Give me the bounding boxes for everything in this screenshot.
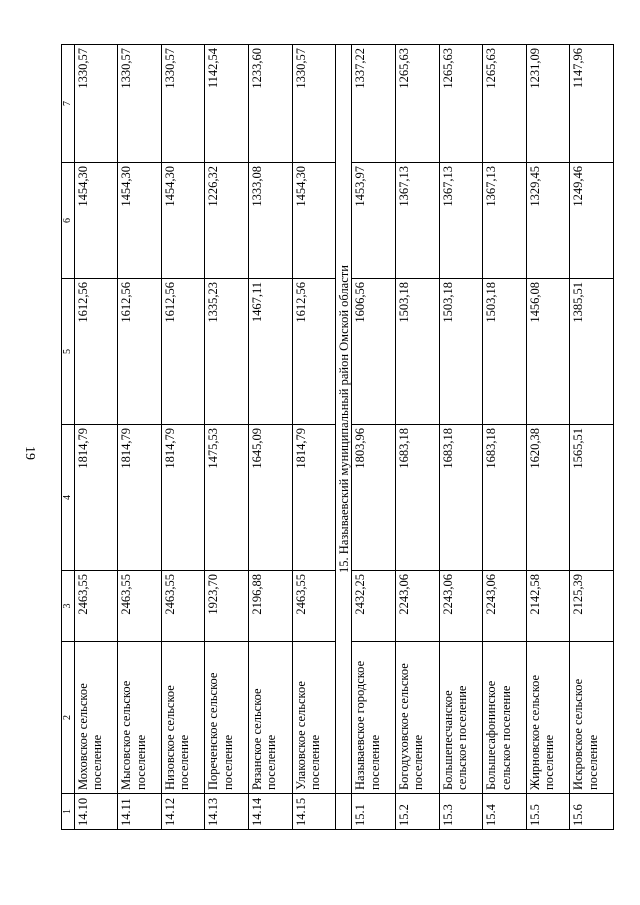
value-col6: 1454,30 bbox=[118, 163, 162, 279]
value-col3: 2463,55 bbox=[118, 571, 162, 642]
tariff-table bbox=[61, 44, 614, 830]
row-code: 15.5 bbox=[526, 794, 570, 830]
value-col5: 1503,18 bbox=[483, 279, 527, 425]
row-name: Мысовское сельское поселение bbox=[118, 642, 162, 794]
value-col5: 1606,56 bbox=[352, 279, 396, 425]
row-name: Богодуховское сельское поселение bbox=[395, 642, 439, 794]
value-col4: 1475,53 bbox=[205, 425, 249, 571]
row-name: Низовское сельское поселение bbox=[161, 642, 205, 794]
header-cell: 1 bbox=[62, 794, 75, 830]
row-code: 14.11 bbox=[118, 794, 162, 830]
value-col4: 1683,18 bbox=[483, 425, 527, 571]
section-title: 15. Называевский муниципальный район Омской области bbox=[336, 45, 352, 794]
table-row bbox=[483, 45, 527, 830]
table-row bbox=[292, 45, 336, 830]
value-col6: 1367,13 bbox=[483, 163, 527, 279]
header-cell: 5 bbox=[62, 279, 75, 425]
value-col3: 2463,55 bbox=[292, 571, 336, 642]
value-col5: 1612,56 bbox=[118, 279, 162, 425]
value-col6: 1453,97 bbox=[352, 163, 396, 279]
row-name: Рязанское сельское поселение bbox=[249, 642, 293, 794]
row-code: 14.13 bbox=[205, 794, 249, 830]
header-cell: 7 bbox=[62, 45, 75, 163]
section-row bbox=[336, 45, 352, 830]
value-col5: 1503,18 bbox=[439, 279, 483, 425]
row-name: Называевское городское поселение bbox=[352, 642, 396, 794]
value-col3: 2463,55 bbox=[74, 571, 118, 642]
value-col6: 1226,32 bbox=[205, 163, 249, 279]
table-row bbox=[352, 45, 396, 830]
row-code: 15.3 bbox=[439, 794, 483, 830]
row-name: Пореченское сельское поселение bbox=[205, 642, 249, 794]
section-spacer bbox=[336, 794, 352, 830]
row-name: Большепесчанское сельское поселение bbox=[439, 642, 483, 794]
row-code: 15.2 bbox=[395, 794, 439, 830]
value-col4: 1814,79 bbox=[292, 425, 336, 571]
value-col4: 1620,38 bbox=[526, 425, 570, 571]
value-col6: 1454,30 bbox=[74, 163, 118, 279]
row-code: 15.1 bbox=[352, 794, 396, 830]
value-col5: 1456,08 bbox=[526, 279, 570, 425]
header-row bbox=[62, 45, 75, 830]
row-code: 14.10 bbox=[74, 794, 118, 830]
value-col7: 1233,60 bbox=[249, 45, 293, 163]
value-col6: 1454,30 bbox=[292, 163, 336, 279]
value-col5: 1503,18 bbox=[395, 279, 439, 425]
page-number: 19 bbox=[22, 446, 37, 460]
table-row bbox=[205, 45, 249, 830]
header-cell: 3 bbox=[62, 571, 75, 642]
table-row bbox=[526, 45, 570, 830]
row-code: 14.14 bbox=[249, 794, 293, 830]
value-col5: 1612,56 bbox=[292, 279, 336, 425]
value-col3: 2125,39 bbox=[570, 571, 614, 642]
value-col7: 1265,63 bbox=[483, 45, 527, 163]
value-col3: 2243,06 bbox=[395, 571, 439, 642]
rotated-table-container bbox=[61, 45, 614, 830]
table-row bbox=[439, 45, 483, 830]
value-col3: 2196,88 bbox=[249, 571, 293, 642]
row-code: 14.12 bbox=[161, 794, 205, 830]
value-col5: 1612,56 bbox=[74, 279, 118, 425]
row-code: 14.15 bbox=[292, 794, 336, 830]
value-col4: 1814,79 bbox=[74, 425, 118, 571]
row-name: Искровское сельское поселение bbox=[570, 642, 614, 794]
value-col7: 1330,57 bbox=[74, 45, 118, 163]
value-col7: 1337,22 bbox=[352, 45, 396, 163]
header-cell: 4 bbox=[62, 425, 75, 571]
row-name: Улаковское сельское поселение bbox=[292, 642, 336, 794]
header-cell: 6 bbox=[62, 163, 75, 279]
value-col3: 2463,55 bbox=[161, 571, 205, 642]
value-col5: 1335,23 bbox=[205, 279, 249, 425]
value-col5: 1385,51 bbox=[570, 279, 614, 425]
value-col6: 1454,30 bbox=[161, 163, 205, 279]
value-col6: 1367,13 bbox=[395, 163, 439, 279]
table-row bbox=[570, 45, 614, 830]
table-row bbox=[74, 45, 118, 830]
value-col3: 2432,25 bbox=[352, 571, 396, 642]
value-col7: 1330,57 bbox=[118, 45, 162, 163]
value-col6: 1367,13 bbox=[439, 163, 483, 279]
row-name: Моховское сельское поселение bbox=[74, 642, 118, 794]
value-col4: 1814,79 bbox=[161, 425, 205, 571]
value-col7: 1142,54 bbox=[205, 45, 249, 163]
table-row bbox=[118, 45, 162, 830]
value-col4: 1645,09 bbox=[249, 425, 293, 571]
value-col3: 1923,70 bbox=[205, 571, 249, 642]
value-col5: 1467,11 bbox=[249, 279, 293, 425]
value-col4: 1814,79 bbox=[118, 425, 162, 571]
table-row bbox=[395, 45, 439, 830]
value-col6: 1329,45 bbox=[526, 163, 570, 279]
table-row bbox=[161, 45, 205, 830]
value-col7: 1330,57 bbox=[292, 45, 336, 163]
value-col4: 1803,96 bbox=[352, 425, 396, 571]
value-col3: 2142,58 bbox=[526, 571, 570, 642]
value-col7: 1147,96 bbox=[570, 45, 614, 163]
value-col7: 1231,09 bbox=[526, 45, 570, 163]
value-col5: 1612,56 bbox=[161, 279, 205, 425]
header-cell: 2 bbox=[62, 642, 75, 794]
value-col4: 1683,18 bbox=[439, 425, 483, 571]
row-code: 15.6 bbox=[570, 794, 614, 830]
row-name: Жирновское сельское поселение bbox=[526, 642, 570, 794]
value-col7: 1265,63 bbox=[439, 45, 483, 163]
table-row bbox=[249, 45, 293, 830]
value-col4: 1683,18 bbox=[395, 425, 439, 571]
row-code: 15.4 bbox=[483, 794, 527, 830]
row-name: Большесафонинское сельское поселение bbox=[483, 642, 527, 794]
value-col3: 2243,06 bbox=[483, 571, 527, 642]
value-col4: 1565,51 bbox=[570, 425, 614, 571]
value-col6: 1333,08 bbox=[249, 163, 293, 279]
value-col3: 2243,06 bbox=[439, 571, 483, 642]
value-col7: 1265,63 bbox=[395, 45, 439, 163]
value-col7: 1330,57 bbox=[161, 45, 205, 163]
value-col6: 1249,46 bbox=[570, 163, 614, 279]
